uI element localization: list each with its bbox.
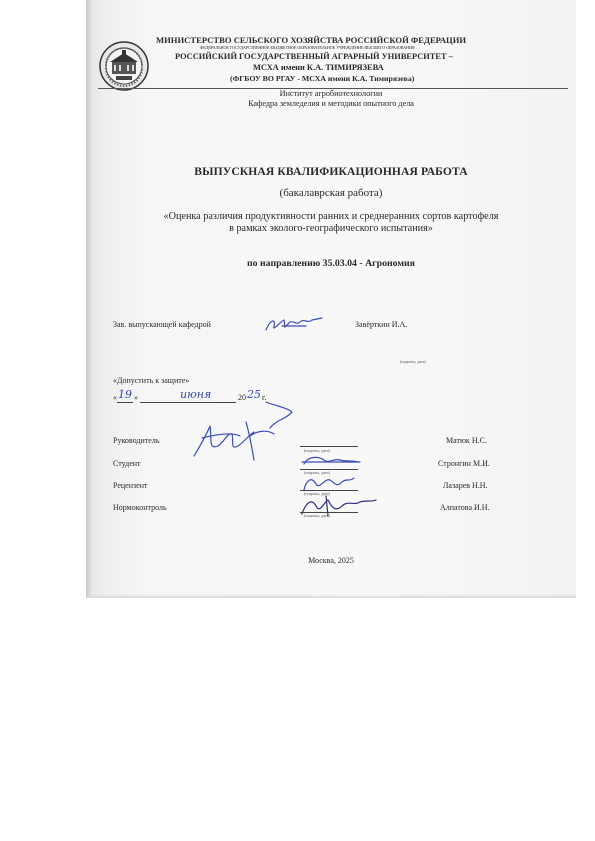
reviewer-name: Лазарев Н.Н. xyxy=(443,481,488,490)
quote-close: » xyxy=(134,393,138,402)
department-name: Кафедра земледелия и методики опытного дела xyxy=(248,99,414,108)
topic-line-1: «Оценка различия продуктивности ранних и среднеранних сортов картофеля xyxy=(163,211,499,222)
year-prefix: 20 xyxy=(238,393,246,402)
city-and-year: Москва, 2025 xyxy=(308,556,354,565)
study-direction: по направлению 35.03.04 - Агрономия xyxy=(247,258,415,269)
scan-bottom-edge xyxy=(86,594,576,598)
institute-name: Институт агробиотехнологии xyxy=(279,89,383,98)
university-seal-logo xyxy=(98,40,150,92)
reviewer-signature-note: (подпись, дата) xyxy=(304,491,330,496)
norm-control-signature-note: (подпись, дата) xyxy=(304,513,330,518)
head-of-department-label: Зав. выпускающей кафедрой xyxy=(113,320,211,329)
head-signature-note: (подпись, дата) xyxy=(400,359,426,364)
university-abbreviation: (ФГБОУ ВО РГАУ - МСХА имени К.А. Тимирязева) xyxy=(230,74,415,83)
month-underline-left xyxy=(140,402,180,403)
supervisor-signature-line xyxy=(300,446,358,447)
student-signature-note: (подпись, дата) xyxy=(304,470,330,475)
head-of-department-signature xyxy=(262,312,332,338)
student-role: Студент xyxy=(113,459,141,468)
supervisor-name: Матюк Н.С. xyxy=(446,436,487,445)
institution-type: ФЕДЕРАЛЬНОЕ ГОСУДАРСТВЕННОЕ БЮДЖЕТНОЕ ОБРАЗОВАТЕЛЬНОЕ УЧРЕЖДЕНИЕ ВЫСШЕГО ОБРАЗОВАНИЯ xyxy=(200,45,415,50)
admission-day: 19 xyxy=(118,388,132,401)
ministry-name: МИНИСТЕРСТВО СЕЛЬСКОГО ХОЗЯЙСТВА РОССИЙСКОЙ ФЕДЕРАЦИИ xyxy=(156,35,467,45)
student-name: Стронгин М.И. xyxy=(438,459,490,468)
supervisor-signature-note: (подпись, дата) xyxy=(304,448,330,453)
topic-line-2: в рамках эколого-географического испытания» xyxy=(229,223,433,234)
year-suffix: 25 xyxy=(247,388,261,401)
head-of-department-name: Завёрткин И.А. xyxy=(355,320,408,329)
academy-name: МСХА имени К.А. ТИМИРЯЗЕВА xyxy=(253,63,384,72)
admission-month: июня xyxy=(180,388,212,401)
university-name: РОССИЙСКИЙ ГОСУДАРСТВЕННЫЙ АГРАРНЫЙ УНИВЕРСИТЕТ – xyxy=(175,52,453,61)
supervisor-role: Руководитель xyxy=(113,436,160,445)
norm-control-name: Алпатова И.Н. xyxy=(440,503,490,512)
work-type: (бакалаврская работа) xyxy=(279,187,383,199)
month-underline-right xyxy=(180,402,236,403)
document-title: ВЫПУСКНАЯ КВАЛИФИКАЦИОННАЯ РАБОТА xyxy=(194,165,468,178)
day-underline xyxy=(117,402,133,403)
supervisor-signature xyxy=(188,416,278,464)
quote-open: « xyxy=(113,393,117,402)
admission-label: «Допустить к защите» xyxy=(113,376,190,385)
norm-control-role: Нормоконтроль xyxy=(113,503,167,512)
year-end: г. xyxy=(262,393,267,402)
reviewer-role: Рецензент xyxy=(113,481,148,490)
